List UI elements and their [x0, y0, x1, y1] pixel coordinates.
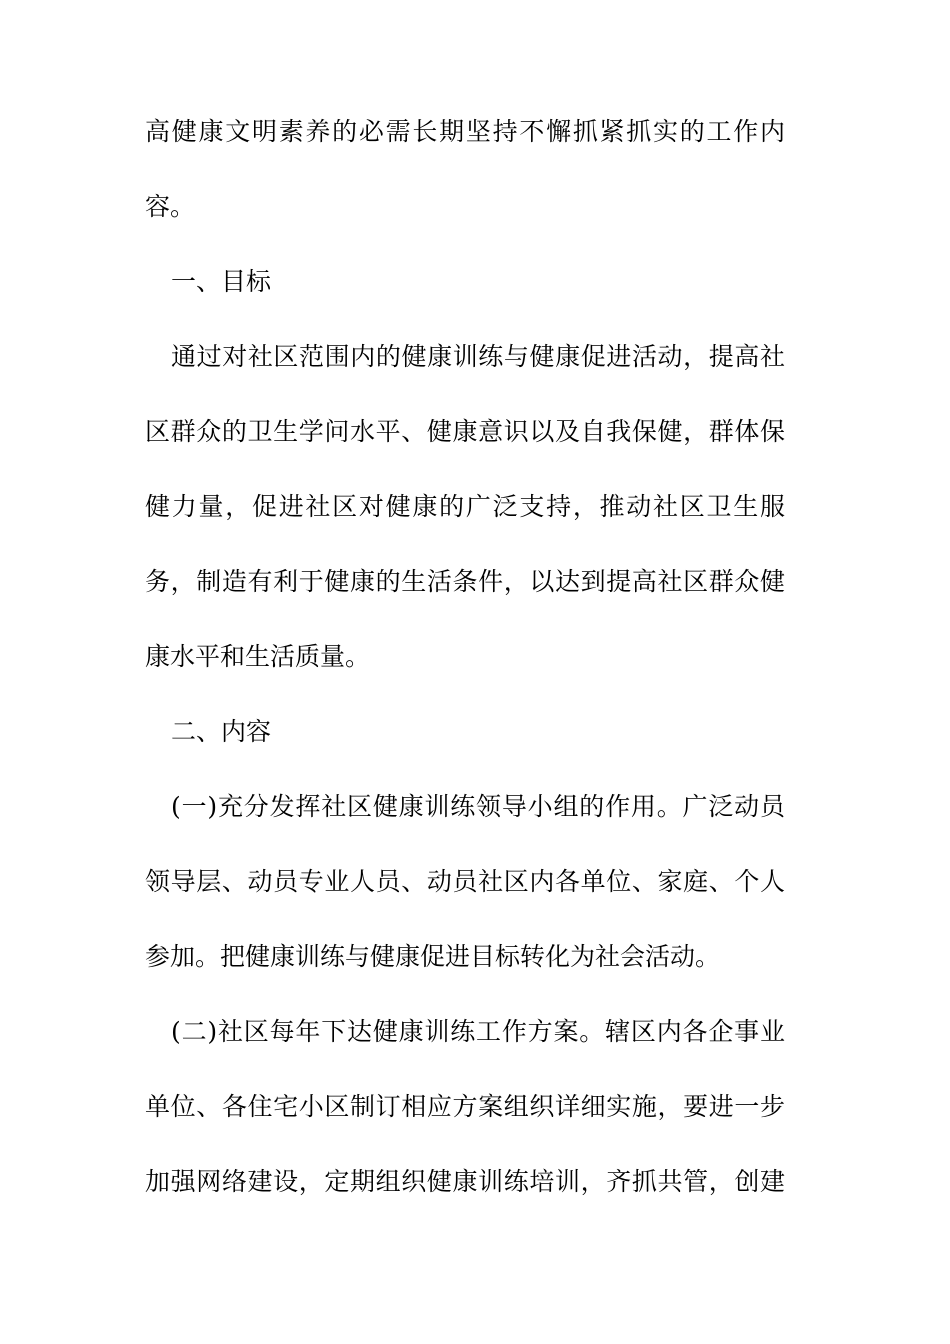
paragraph-line: 高健康文明素养的必需长期坚持不懈抓紧抓实的工作内 [145, 117, 785, 146]
paragraph-line: 通过对社区范围内的健康训练与健康促进活动，提高社 [171, 342, 785, 371]
paragraph-line: 单位、各住宅小区制订相应方案组织详细实施，要进一步 [145, 1092, 785, 1121]
paragraph-line: 康水平和生活质量。 [145, 642, 371, 671]
paragraph-line: 参加。把健康训练与健康促进目标转化为社会活动。 [145, 942, 721, 971]
paragraph-line: (一)充分发挥社区健康训练领导小组的作用。广泛动员 [171, 792, 785, 821]
paragraph-line: 健力量，促进社区对健康的广泛支持，推动社区卫生服 [145, 492, 785, 521]
section-heading-content: 二、内容 [171, 717, 272, 746]
section-heading-goal: 一、目标 [171, 267, 272, 296]
paragraph-line: 领导层、动员专业人员、动员社区内各单位、家庭、个人 [145, 867, 785, 896]
paragraph-line: (二)社区每年下达健康训练工作方案。辖区内各企事业 [171, 1017, 785, 1046]
paragraph-line: 容。 [145, 192, 196, 221]
paragraph-line: 区群众的卫生学问水平、健康意识以及自我保健，群体保 [145, 417, 785, 446]
paragraph-line: 务，制造有利于健康的生活条件，以达到提高社区群众健 [145, 567, 785, 596]
paragraph-line: 加强网络建设，定期组织健康训练培训，齐抓共管，创建 [145, 1167, 785, 1196]
